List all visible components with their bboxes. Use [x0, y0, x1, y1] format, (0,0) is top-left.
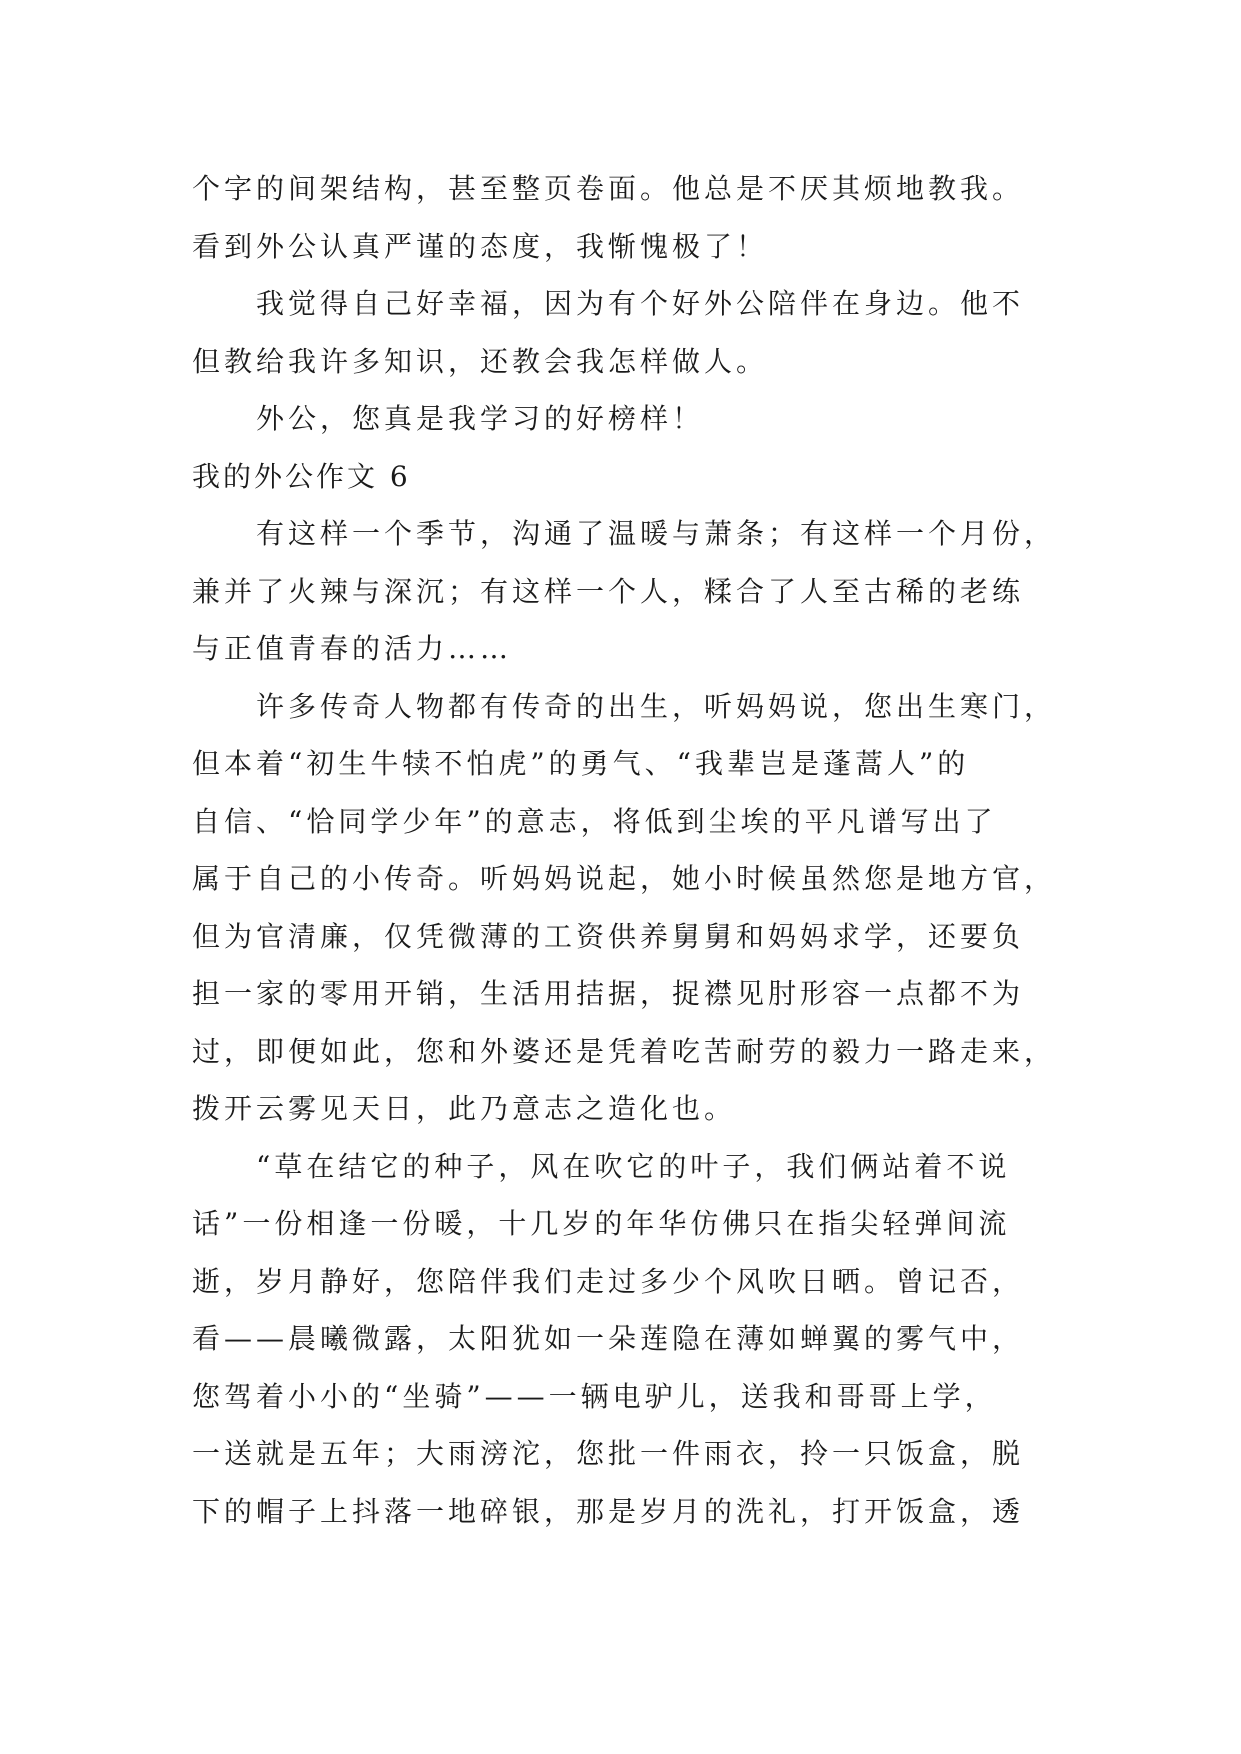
text-line: 兼并了火辣与深沉；有这样一个人，糅合了人至古稀的老练	[192, 574, 1025, 608]
text-line: 但为官清廉，仅凭微薄的工资供养舅舅和妈妈求学，还要负	[192, 919, 1025, 953]
text-line: 话”一份相逢一份暖，十几岁的年华仿佛只在指尖轻弹间流	[192, 1207, 1011, 1240]
text-line: 担一家的零用开销，生活用拮据，捉襟见肘形容一点都不为	[192, 977, 1025, 1010]
text-line: 但本着“初生牛犊不怕虎”的勇气、“我辈岂是蓬蒿人”的	[192, 747, 970, 780]
section-heading: 我的外公作文 6	[192, 459, 411, 493]
paragraph-start-line: 我觉得自己好幸福，因为有个好外公陪伴在身边。他不	[256, 287, 1025, 320]
text-line: 过，即便如此，您和外婆还是凭着吃苦耐劳的毅力一路走来，	[192, 1034, 1057, 1068]
document-body	[192, 160, 1072, 1540]
text-line: 与正值青春的活力……	[192, 632, 513, 665]
text-line: 拨开云雾见天日，此乃意志之造化也。	[192, 1092, 737, 1125]
text-line: 个字的间架结构，甚至整页卷面。他总是不厌其烦地教我。	[192, 172, 1025, 205]
text-line: 一送就是五年；大雨滂沱，您批一件雨衣，拎一只饭盒，脱	[192, 1437, 1025, 1470]
text-line: 看到外公认真严谨的态度，我惭愧极了！	[192, 229, 769, 263]
text-line: 下的帽子上抖落一地碎银，那是岁月的洗礼，打开饭盒，透	[192, 1494, 1025, 1528]
text-line: 自信、“恰同学少年”的意志，将低到尘埃的平凡谱写出了	[192, 804, 997, 838]
paragraph-start-line: 外公，您真是我学习的好榜样！	[256, 402, 705, 435]
text-line: 逝，岁月静好，您陪伴我们走过多少个风吹日晒。曾记否，	[192, 1264, 1025, 1298]
text-line: 看——晨曦微露，太阳犹如一朵莲隐在薄如蝉翼的雾气中，	[192, 1322, 1025, 1355]
text-line: 您驾着小小的“坐骑”——一辆电驴儿，送我和哥哥上学，	[192, 1379, 997, 1413]
paragraph-start-line: 有这样一个季节，沟通了温暖与萧条；有这样一个月份，	[256, 517, 1057, 550]
paragraph-start-line: “草在结它的种子，风在吹它的叶子，我们俩站着不说	[256, 1149, 1011, 1183]
text-line: 属于自己的小传奇。听妈妈说起，她小时候虽然您是地方官，	[192, 862, 1057, 895]
paragraph-start-line: 许多传奇人物都有传奇的出生，听妈妈说，您出生寒门，	[256, 689, 1057, 723]
text-line: 但教给我许多知识，还教会我怎样做人。	[192, 344, 769, 378]
